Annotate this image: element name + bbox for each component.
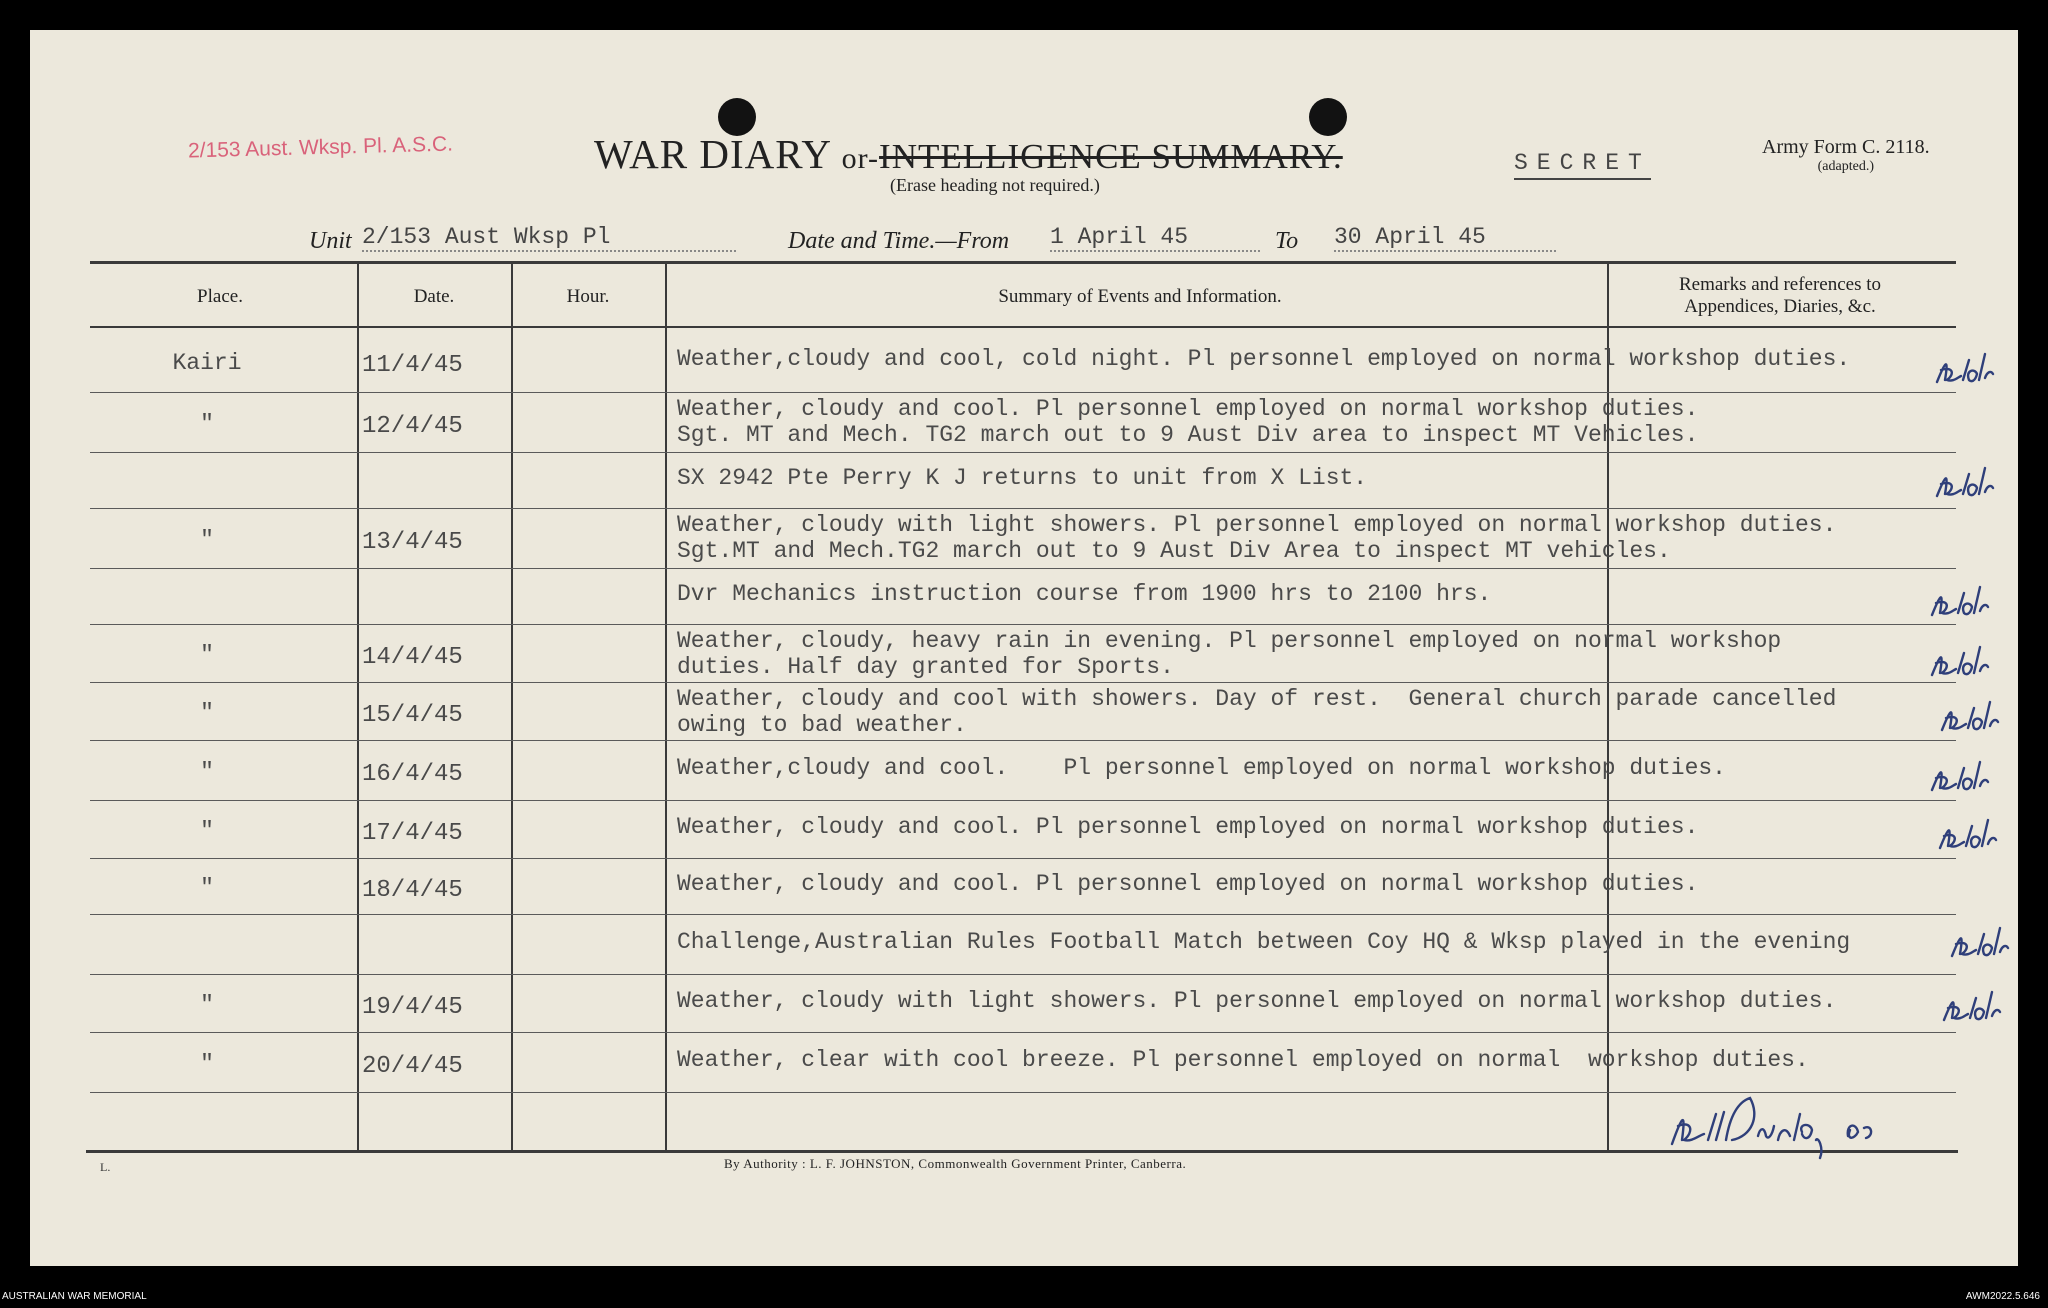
initials-mark: [1942, 702, 1998, 730]
entry-summary-line: Weather,cloudy and cool. Pl personnel employed on normal workshop duties.: [677, 755, 1726, 781]
entry-summary-line: Weather, clear with cool breeze. Pl personnel employed on normal workshop duties.: [677, 1047, 1809, 1073]
unit-stamp: 2/153 Aust. Wksp. Pl. A.S.C.: [187, 132, 454, 163]
entry-date: 15/4/45: [362, 702, 463, 729]
entry-summary-line: Weather, cloudy and cool. Pl personnel employed on normal workshop duties.: [677, 396, 1699, 422]
entry-summary-line: Challenge,Australian Rules Football Match between Coy HQ & Wksp played in the evening: [677, 929, 1851, 955]
entry-summary-line: Dvr Mechanics instruction course from 1900 hrs to 2100 hrs.: [677, 581, 1492, 607]
entry-date: 14/4/45: [362, 644, 463, 671]
entry-summary-line: Sgt. MT and Mech. TG2 march out to 9 Aust Div area to inspect MT Vehicles.: [677, 422, 1699, 448]
entry-date: 11/4/45: [362, 352, 463, 379]
entry-place: ": [200, 642, 214, 668]
entry-place: ": [200, 875, 214, 901]
entry-place: ": [200, 1051, 214, 1077]
initials-mark: [1932, 762, 1988, 790]
initials-mark: [1944, 992, 2000, 1020]
officer-signature: [1672, 1098, 1871, 1158]
erase-note: (Erase heading not required.): [890, 175, 1100, 195]
initials-mark: [1932, 587, 1988, 615]
initials-mark: [1932, 647, 1988, 675]
entry-date: 13/4/45: [362, 529, 463, 556]
entry-summary-line: Weather,cloudy and cool, cold night. Pl personnel employed on normal workshop duties.: [677, 346, 1851, 372]
entry-summary-line: Weather, cloudy and cool. Pl personnel employed on normal workshop duties.: [677, 814, 1699, 840]
entry-place: ": [200, 700, 214, 726]
col-header-hour: Hour.: [566, 286, 610, 307]
archive-caption: AUSTRALIAN WAR MEMORIAL: [2, 1291, 147, 1302]
entry-place: ": [200, 818, 214, 844]
date-to: 30 April 45: [1334, 224, 1556, 252]
entry-place: Kairi: [172, 350, 242, 376]
initials-mark: [1937, 354, 1993, 382]
archive-reference: AWM2022.5.646: [1965, 1291, 2040, 1302]
entry-date: 17/4/45: [362, 820, 463, 847]
title-or: or-: [841, 142, 880, 175]
entry-date: 16/4/45: [362, 761, 463, 788]
col-header-remarks: Remarks and references to Appendices, Diaries, &c.: [1678, 274, 1882, 317]
entry-place: ": [200, 527, 214, 553]
initials-mark: [1952, 928, 2008, 956]
army-form-label: Army Form C. 2118.: [1762, 136, 1930, 158]
entry-summary-line: Weather, cloudy and cool. Pl personnel employed on normal workshop duties.: [677, 871, 1699, 897]
entry-date: 20/4/45: [362, 1053, 463, 1080]
entry-place: ": [200, 411, 214, 437]
entry-date: 12/4/45: [362, 413, 463, 440]
initials-mark: [1940, 820, 1996, 848]
secret-marking: SECRET: [1514, 150, 1651, 180]
printer-authority: By Authority : L. F. JOHNSTON, Commonwealth Government Printer, Canberra.: [724, 1156, 1187, 1171]
entry-summary-line: SX 2942 Pte Perry K J returns to unit from X List.: [677, 465, 1368, 491]
col-header-summary: Summary of Events and Information.: [998, 286, 1282, 307]
entry-summary-line: owing to bad weather.: [677, 712, 967, 738]
entry-date: 19/4/45: [362, 994, 463, 1021]
entry-summary-line: Weather, cloudy, heavy rain in evening. Pl personnel employed on normal workshop: [677, 628, 1782, 654]
date-from: 1 April 45: [1050, 224, 1260, 252]
initials-mark: [1937, 468, 1993, 496]
entry-date: 18/4/45: [362, 877, 463, 904]
entry-summary-line: Weather, cloudy with light showers. Pl personnel employed on normal workshop duties.: [677, 512, 1837, 538]
entry-place: ": [200, 759, 214, 785]
col-header-place: Place.: [197, 286, 243, 307]
entry-summary-line: duties. Half day granted for Sports.: [677, 654, 1174, 680]
adapted-label: (adapted.): [1817, 159, 1874, 174]
unit-value: 2/153 Aust Wksp Pl: [362, 224, 736, 252]
date-label: Date and Time.—From: [788, 228, 1010, 254]
unit-label: Unit: [309, 228, 352, 254]
entry-place: ": [200, 992, 214, 1018]
entry-summary-line: Sgt.MT and Mech.TG2 march out to 9 Aust Div Area to inspect MT vehicles.: [677, 538, 1671, 564]
title-main: WAR DIARY: [594, 131, 831, 177]
col-header-date: Date.: [413, 286, 455, 307]
footer-mark: L.: [100, 1160, 111, 1174]
entry-summary-line: Weather, cloudy and cool with showers. Day of rest. General church parade cancelled: [677, 686, 1837, 712]
title-struck: INTELLIGENCE SUMMARY.: [879, 137, 1343, 176]
entry-summary-line: Weather, cloudy with light showers. Pl personnel employed on normal workshop duties.: [677, 988, 1837, 1014]
to-label: To: [1275, 228, 1299, 254]
